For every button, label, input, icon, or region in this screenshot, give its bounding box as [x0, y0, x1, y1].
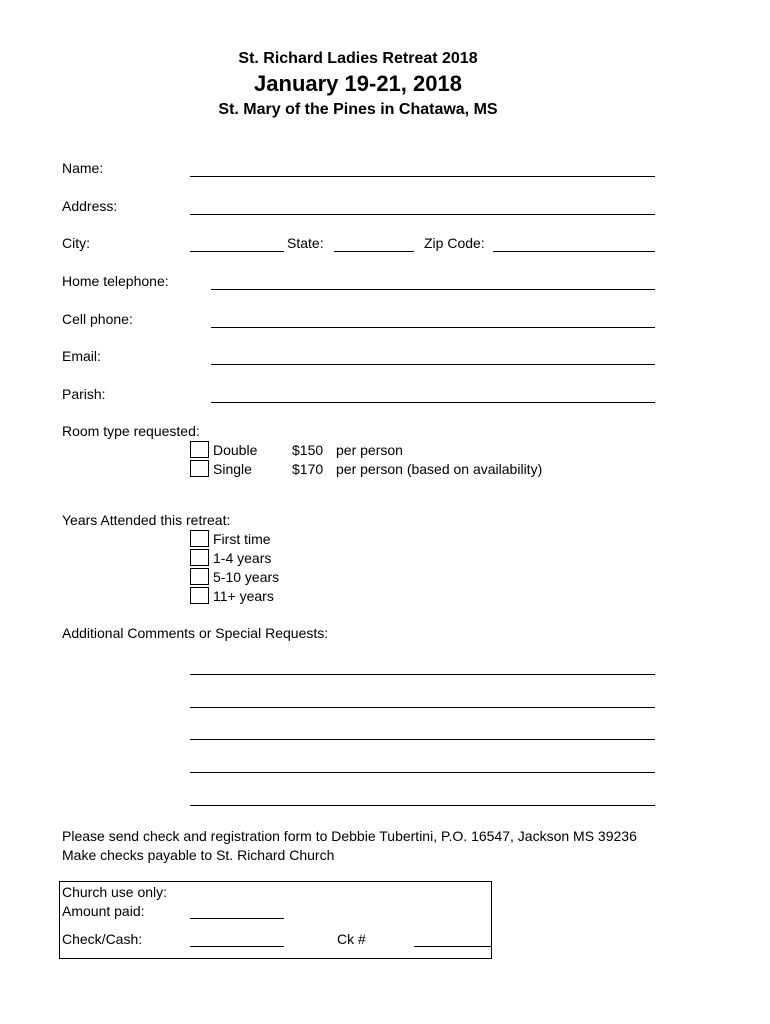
name-label: Name:: [62, 160, 104, 176]
room-single-label: Single: [213, 461, 252, 477]
address-label: Address:: [62, 198, 118, 214]
years-1-4-label: 1-4 years: [213, 550, 272, 566]
name-field[interactable]: [190, 176, 655, 177]
zip-field[interactable]: [493, 251, 655, 252]
room-single-price: $170: [292, 461, 324, 477]
payable-instructions: Make checks payable to St. Richard Church: [62, 847, 335, 863]
home-phone-label: Home telephone:: [62, 273, 169, 289]
years-first-time-label: First time: [213, 531, 271, 547]
amount-paid-label: Amount paid:: [62, 903, 145, 919]
email-label: Email:: [62, 348, 101, 364]
state-field[interactable]: [334, 251, 414, 252]
room-double-note: per person: [336, 442, 403, 458]
check-cash-field[interactable]: [190, 946, 284, 947]
years-11-plus-checkbox[interactable]: [190, 587, 209, 604]
email-field[interactable]: [211, 364, 655, 365]
years-11-plus-label: 11+ years: [213, 588, 274, 604]
years-5-10-checkbox[interactable]: [190, 568, 209, 585]
check-number-field[interactable]: [414, 946, 492, 947]
zip-label: Zip Code:: [424, 235, 485, 251]
city-label: City:: [62, 235, 90, 251]
years-attended-label: Years Attended this retreat:: [62, 512, 231, 528]
amount-paid-field[interactable]: [190, 918, 284, 919]
mailing-instructions: Please send check and registration form to Debbie Tubertini, P.O. 16547, Jackson MS 39236: [62, 828, 637, 844]
cell-phone-field[interactable]: [211, 327, 655, 328]
event-dates: January 19-21, 2018: [254, 71, 462, 96]
parish-label: Parish:: [62, 386, 106, 402]
event-location: St. Mary of the Pines in Chatawa, MS: [218, 101, 498, 118]
parish-field[interactable]: [211, 402, 655, 403]
room-single-checkbox[interactable]: [190, 460, 209, 477]
form-title: St. Richard Ladies Retreat 2018: [238, 50, 478, 67]
state-label: State:: [287, 235, 324, 251]
comments-line-2[interactable]: [190, 707, 655, 708]
room-double-checkbox[interactable]: [190, 441, 209, 458]
comments-label: Additional Comments or Special Requests:: [62, 625, 329, 641]
comments-line-1[interactable]: [190, 674, 655, 675]
years-first-time-checkbox[interactable]: [190, 530, 209, 547]
room-double-price: $150: [292, 442, 324, 458]
cell-phone-label: Cell phone:: [62, 311, 133, 327]
years-5-10-label: 5-10 years: [213, 569, 280, 585]
city-field[interactable]: [190, 251, 284, 252]
church-use-title: Church use only:: [62, 884, 168, 900]
comments-line-3[interactable]: [190, 739, 655, 740]
check-number-label: Ck #: [337, 931, 366, 947]
room-double-label: Double: [213, 442, 258, 458]
room-single-note: per person (based on availability): [336, 461, 543, 477]
years-1-4-checkbox[interactable]: [190, 549, 209, 566]
check-cash-label: Check/Cash:: [62, 931, 143, 947]
address-field[interactable]: [190, 214, 655, 215]
comments-line-5[interactable]: [190, 805, 655, 806]
comments-line-4[interactable]: [190, 772, 655, 773]
home-phone-field[interactable]: [211, 289, 655, 290]
room-type-label: Room type requested:: [62, 423, 200, 439]
